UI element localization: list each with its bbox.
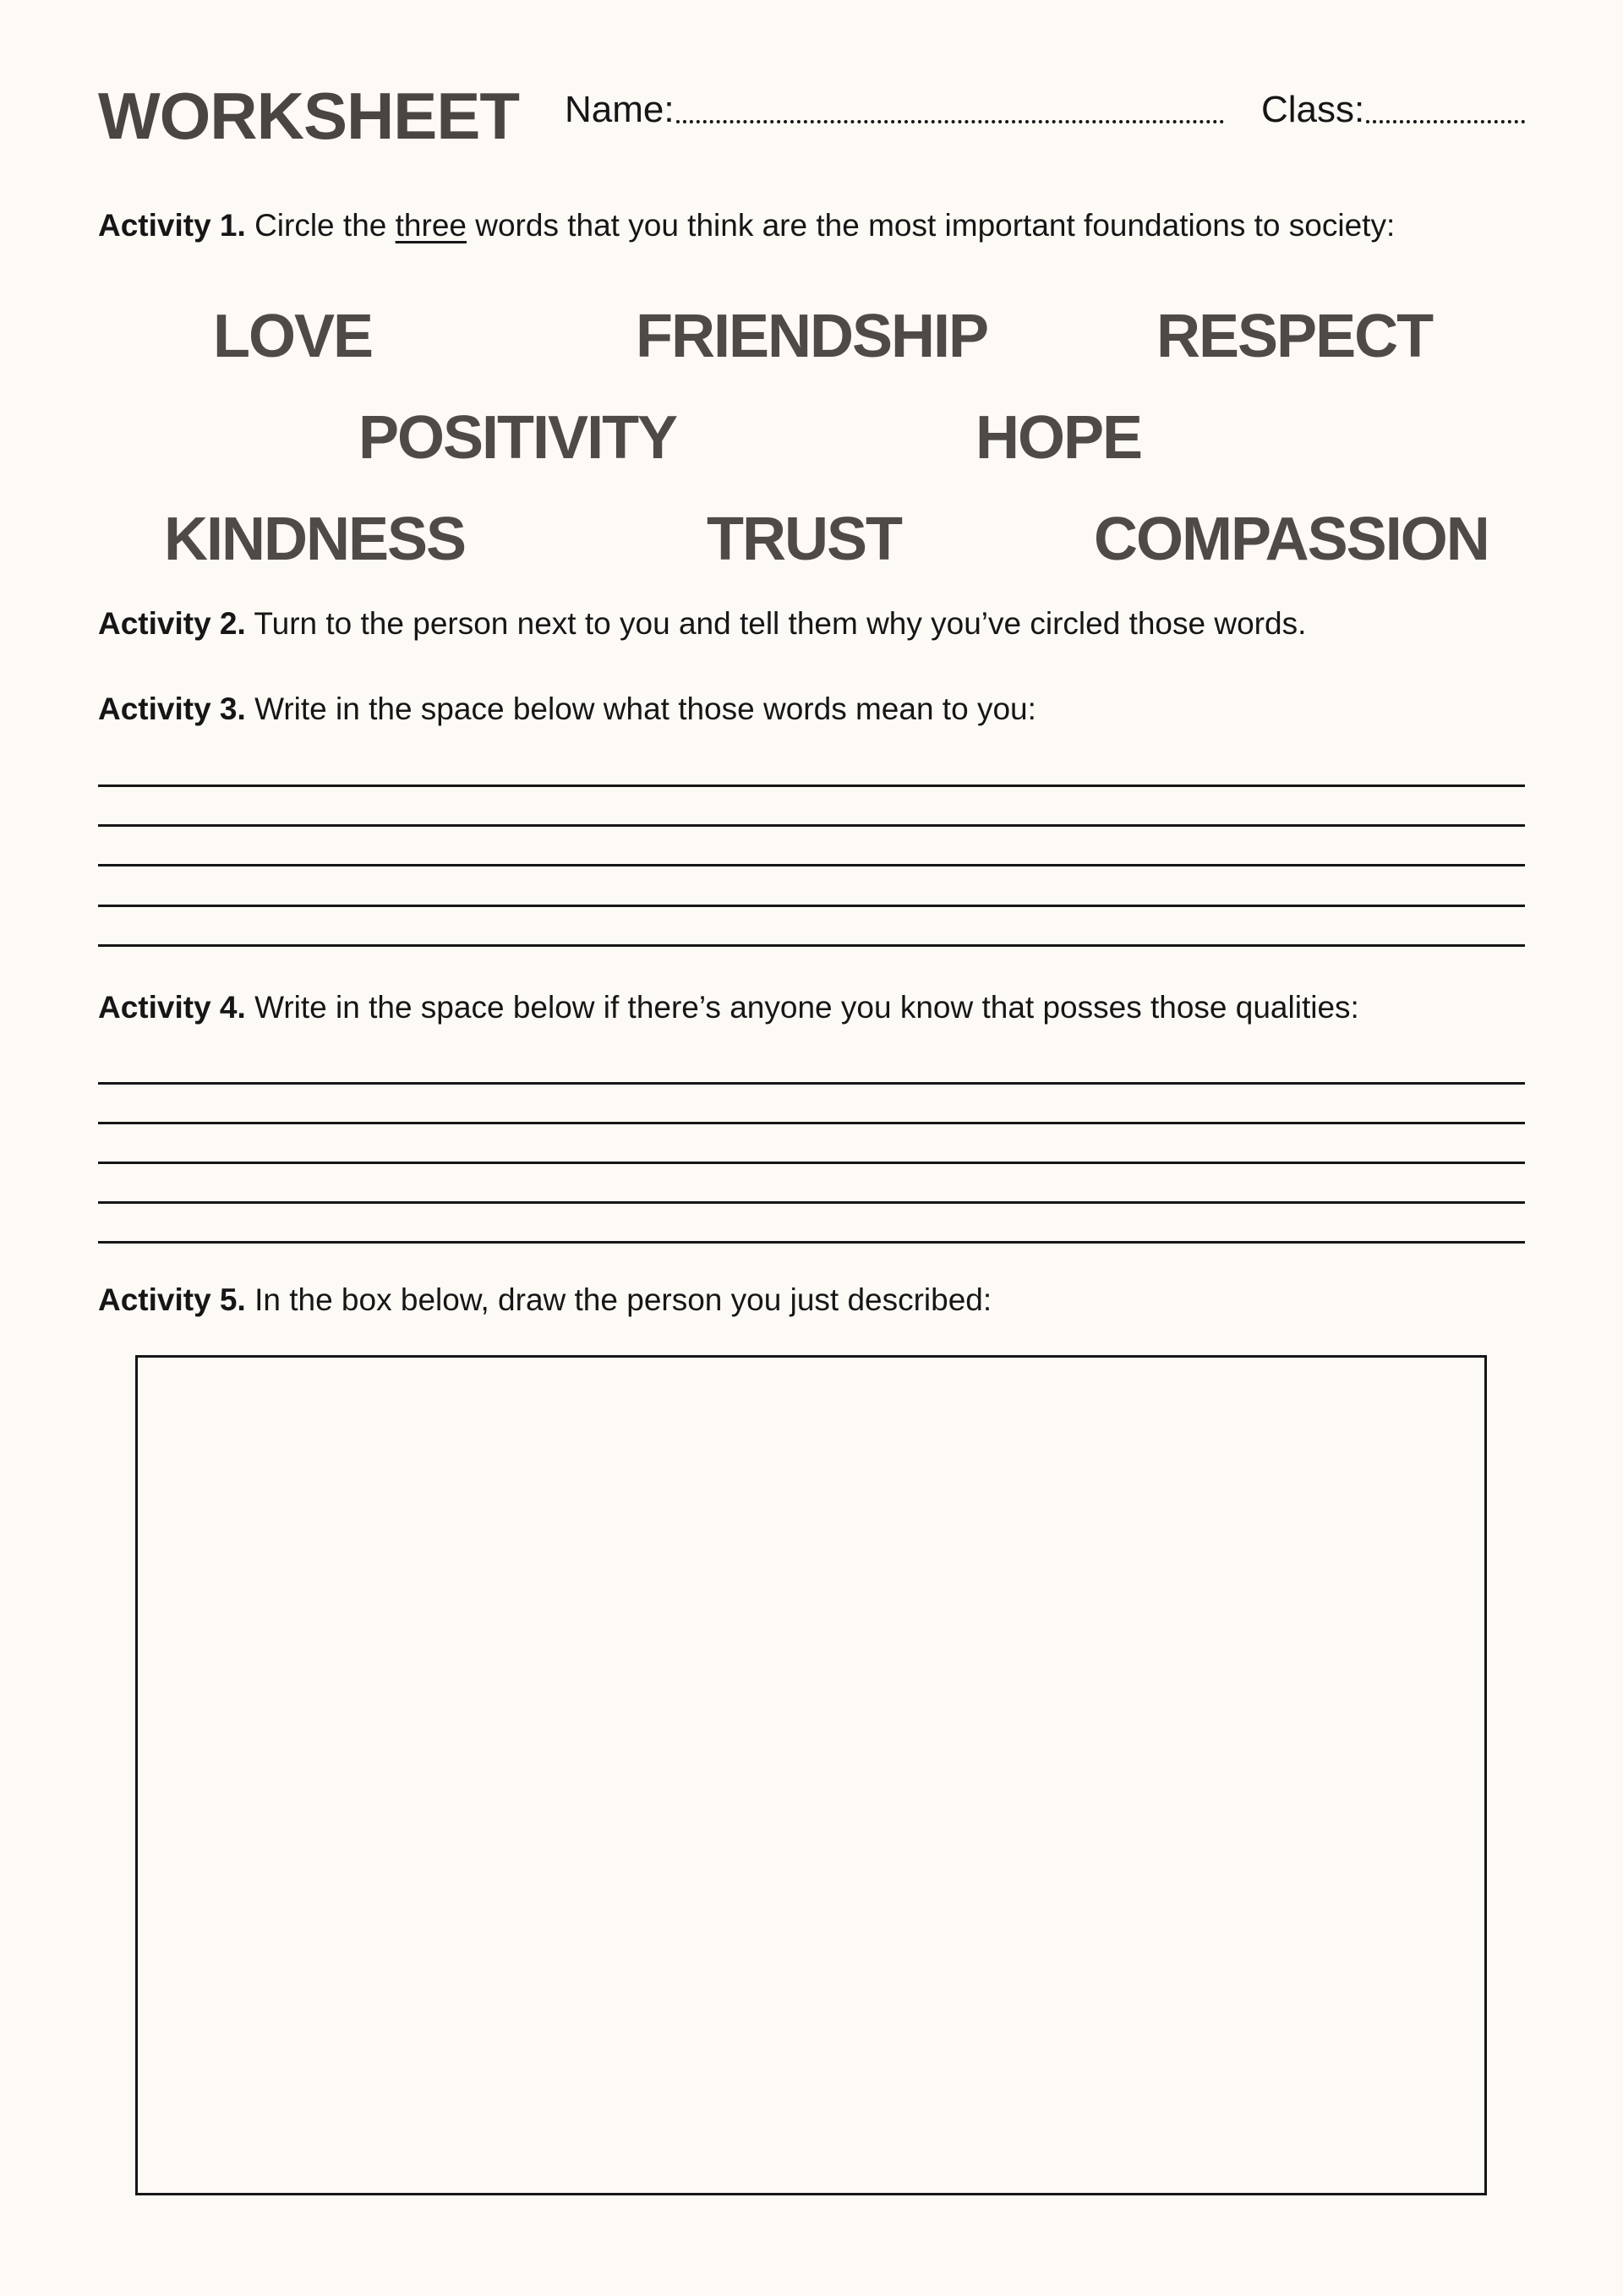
activity-4-label: Activity 4. [98, 990, 246, 1025]
word-friendship[interactable]: FRIENDSHIP [636, 303, 988, 370]
activity-1-emphasis: three [395, 208, 467, 243]
word-trust[interactable]: TRUST [707, 506, 901, 573]
name-field[interactable] [565, 91, 1224, 128]
word-kindness[interactable]: KINDNESS [164, 506, 466, 573]
drawing-box[interactable] [135, 1355, 1487, 2195]
activity-3-writing-line[interactable] [98, 905, 1525, 907]
activity-1-text-before: Circle the [245, 208, 396, 243]
worksheet-title: WORKSHEET [98, 79, 519, 153]
activity-3-writing-line[interactable] [98, 824, 1525, 827]
word-love[interactable]: LOVE [213, 303, 373, 370]
name-label: Name: [565, 89, 675, 130]
activity-5-text: In the box below, draw the person you just described: [245, 1282, 992, 1317]
word-hope[interactable]: HOPE [975, 404, 1142, 472]
activity-2-text: Turn to the person next to you and tell them why you’ve circled those words. [245, 606, 1307, 641]
word-positivity[interactable]: POSITIVITY [358, 404, 677, 472]
activity-2-instruction [98, 607, 1306, 642]
class-label: Class: [1261, 89, 1365, 130]
activity-3-writing-line[interactable] [98, 784, 1525, 787]
class-dotted-line[interactable] [1366, 120, 1525, 123]
activity-3-text: Write in the space below what those words mean to you: [245, 692, 1036, 726]
class-field[interactable] [1261, 91, 1525, 128]
activity-5-label: Activity 5. [98, 1282, 246, 1317]
activity-5-instruction [98, 1283, 992, 1318]
name-dotted-line[interactable] [676, 120, 1224, 123]
activity-3-label: Activity 3. [98, 692, 246, 726]
activity-4-writing-line[interactable] [98, 1082, 1525, 1085]
word-respect[interactable]: RESPECT [1156, 303, 1433, 370]
activity-4-writing-line[interactable] [98, 1162, 1525, 1164]
activity-3-writing-line[interactable] [98, 944, 1525, 947]
activity-1-label: Activity 1. [98, 208, 246, 243]
activity-4-instruction [98, 991, 1359, 1025]
activity-4-text: Write in the space below if there’s anyone you know that posses those qualities: [245, 990, 1359, 1025]
activity-2-label: Activity 2. [98, 606, 246, 641]
activity-4-writing-line[interactable] [98, 1122, 1525, 1124]
activity-4-writing-line[interactable] [98, 1241, 1525, 1244]
activity-1-instruction [98, 209, 1395, 243]
word-compassion[interactable]: COMPASSION [1094, 506, 1489, 573]
activity-1-text-after: words that you think are the most important foundations to society: [466, 208, 1396, 243]
activity-4-writing-line[interactable] [98, 1201, 1525, 1204]
activity-3-writing-line[interactable] [98, 864, 1525, 866]
activity-3-instruction [98, 692, 1036, 727]
